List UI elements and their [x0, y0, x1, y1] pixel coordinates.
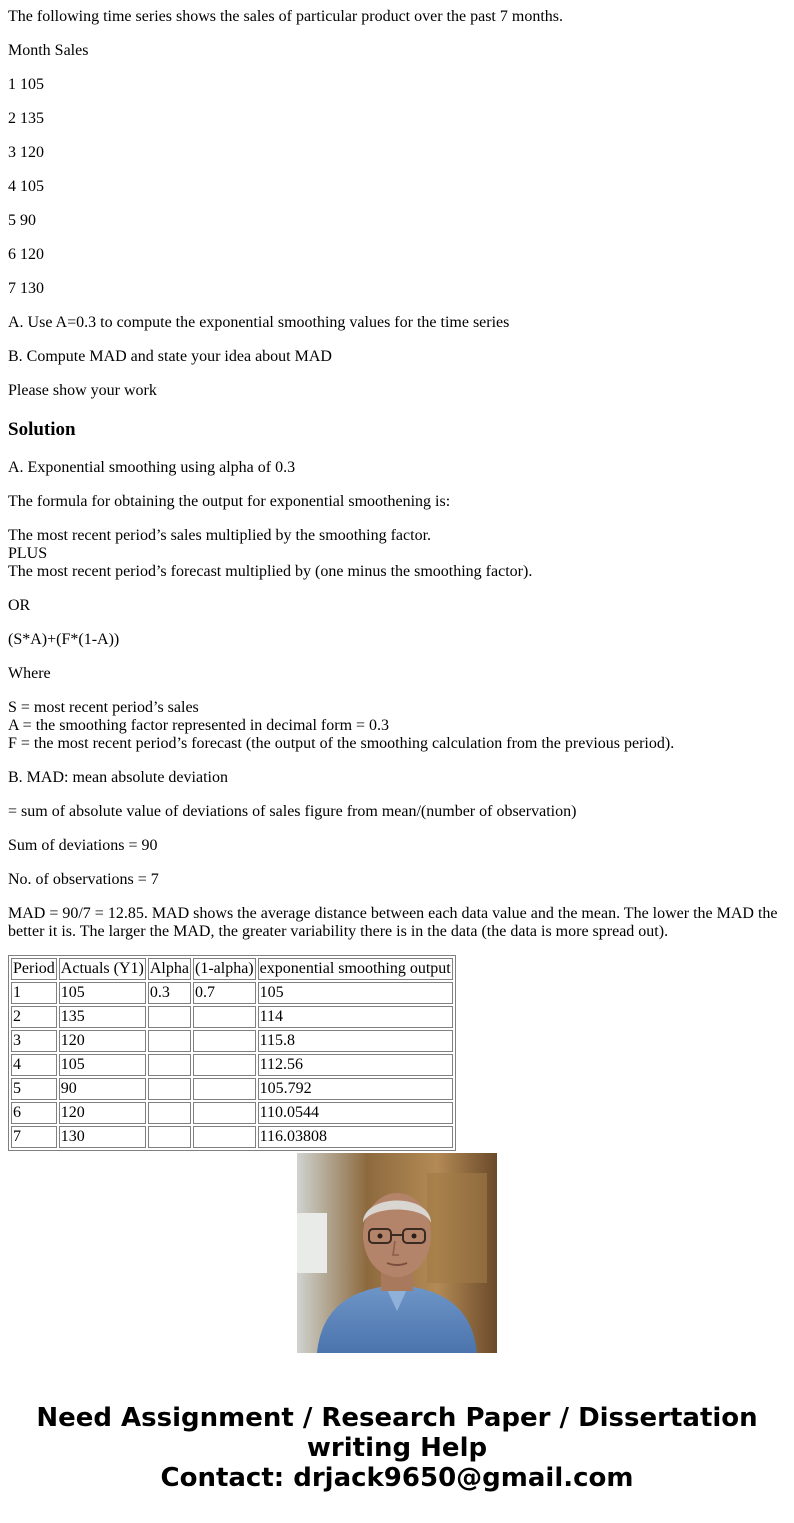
solution-b-title: B. MAD: mean absolute deviation	[8, 769, 228, 786]
solution-a-title: A. Exponential smoothing using alpha of 0.3	[8, 459, 296, 476]
question-intro: The following time series shows the sales of particular product over the past 7 months.	[8, 8, 563, 25]
smoothing-table	[8, 955, 456, 1151]
table-cell	[193, 1054, 256, 1076]
sum-deviations: Sum of deviations = 90	[8, 837, 158, 854]
mad-explanation: MAD = 90/7 = 12.85. MAD shows the average distance between each data value and the mean. The lower the MAD the better it is. The larger the MAD, the greater variability there is in the data (the data is more spread out).	[8, 905, 778, 940]
formula-line: The most recent period’s forecast multiplied by (one minus the smoothing factor).	[8, 563, 533, 580]
table-cell: 0.3	[148, 982, 191, 1004]
table-cell: 4	[11, 1054, 57, 1076]
table-cell: 1	[11, 982, 57, 1004]
avatar-photo	[297, 1153, 497, 1353]
table-cell: 105	[59, 1054, 146, 1076]
question-request: Please show your work	[8, 382, 157, 399]
data-line: 4 105	[8, 178, 44, 195]
table-row	[11, 1078, 453, 1100]
table-header-cell: (1-alpha)	[193, 958, 256, 980]
document-content	[8, 0, 786, 1145]
data-line: 7 130	[8, 280, 44, 297]
table-cell	[148, 1078, 191, 1100]
footer-line: writing Help	[306, 1433, 488, 1463]
table-cell	[148, 1030, 191, 1052]
table-cell	[148, 1006, 191, 1028]
table-row	[11, 1102, 453, 1124]
promo-footer	[0, 1403, 794, 1493]
table-cell: 114	[258, 1006, 453, 1028]
table-cell: 105	[59, 982, 146, 1004]
table-cell: 6	[11, 1102, 57, 1124]
table-cell	[148, 1102, 191, 1124]
formula-expression: (S*A)+(F*(1-A))	[8, 631, 120, 648]
question-part-a: A. Use A=0.3 to compute the exponential smoothing values for the time series	[8, 314, 510, 331]
table-cell: 3	[11, 1030, 57, 1052]
question-header-line: Month Sales	[8, 42, 89, 59]
table-header-cell: exponential smoothing output	[258, 958, 453, 980]
table-cell: 105.792	[258, 1078, 453, 1100]
data-line: 2 135	[8, 110, 44, 127]
where-line: F = the most recent period’s forecast (the output of the smoothing calculation from the previous period).	[8, 735, 675, 752]
where-line: A = the smoothing factor represented in decimal form = 0.3	[8, 717, 390, 734]
table-cell: 0.7	[193, 982, 256, 1004]
avatar	[297, 1153, 497, 1353]
table-cell	[193, 1078, 256, 1100]
table-cell	[148, 1126, 191, 1148]
table-cell	[193, 1030, 256, 1052]
data-line: 6 120	[8, 246, 44, 263]
solution-heading: Solution	[8, 419, 76, 440]
data-line: 1 105	[8, 76, 44, 93]
table-cell: 110.0544	[258, 1102, 453, 1124]
table-cell: 130	[59, 1126, 146, 1148]
table-cell: 135	[59, 1006, 146, 1028]
table-cell: 115.8	[258, 1030, 453, 1052]
table-cell: 2	[11, 1006, 57, 1028]
table-cell: 120	[59, 1030, 146, 1052]
footer-line: Need Assignment / Research Paper / Dissertation	[36, 1403, 758, 1433]
table-cell: 120	[59, 1102, 146, 1124]
formula-line: The most recent period’s sales multiplied by the smoothing factor.	[8, 527, 432, 544]
formula-intro: The formula for obtaining the output for exponential smoothening is:	[8, 493, 451, 510]
table-cell: 116.03808	[258, 1126, 453, 1148]
mad-definition: = sum of absolute value of deviations of sales figure from mean/(number of observation)	[8, 803, 577, 820]
table-cell: 90	[59, 1078, 146, 1100]
data-line: 5 90	[8, 212, 36, 229]
data-line: 3 120	[8, 144, 44, 161]
table-cell: 105	[258, 982, 453, 1004]
table-row	[11, 982, 453, 1004]
or-text: OR	[8, 597, 31, 614]
formula-lines	[8, 527, 786, 581]
footer-contact: Contact: drjack9650@gmail.com	[160, 1463, 634, 1493]
where-text: Where	[8, 665, 51, 682]
where-lines	[8, 699, 786, 753]
table-cell: 5	[11, 1078, 57, 1100]
table-row	[11, 1006, 453, 1028]
table-header-row	[11, 958, 453, 980]
table-cell	[148, 1054, 191, 1076]
table-header-cell: Period	[11, 958, 57, 980]
table-header-cell: Alpha	[148, 958, 191, 980]
table-row	[11, 1030, 453, 1052]
table-cell	[193, 1006, 256, 1028]
table-cell: 7	[11, 1126, 57, 1148]
question-part-b: B. Compute MAD and state your idea about MAD	[8, 348, 332, 365]
observation-count: No. of observations = 7	[8, 871, 159, 888]
table-row	[11, 1054, 453, 1076]
table-cell: 112.56	[258, 1054, 453, 1076]
table-header-cell: Actuals (Y1)	[59, 958, 146, 980]
table-cell	[193, 1102, 256, 1124]
table-cell	[193, 1126, 256, 1148]
where-line: S = most recent period’s sales	[8, 699, 199, 716]
table-row	[11, 1126, 453, 1148]
formula-line: PLUS	[8, 545, 48, 562]
